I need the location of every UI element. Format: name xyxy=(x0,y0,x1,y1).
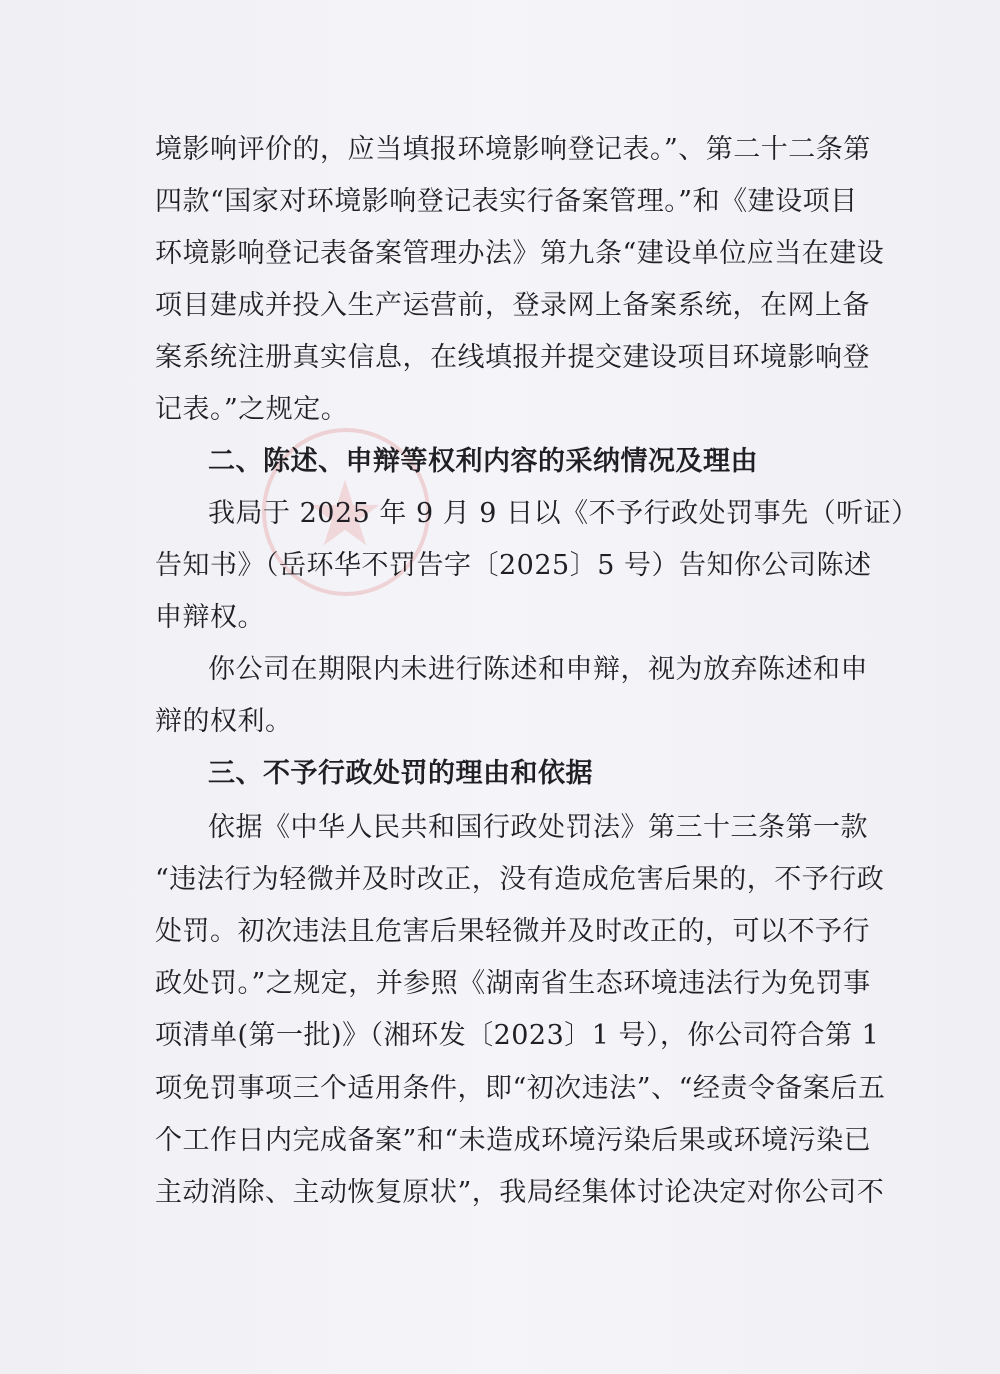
text-line: 四款“国家对环境影响登记表实行备案管理。”和《建设项目 xyxy=(155,186,858,217)
text-line: 个工作日内完成备案”和“未造成环境污染后果或环境污染已 xyxy=(155,1125,872,1156)
section-heading-2: 二、陈述、申辩等权利内容的采纳情况及理由 xyxy=(208,446,758,477)
text-line: 告知书》（岳环华不罚告字〔2025〕5 号）告知你公司陈述 xyxy=(155,550,872,581)
text-line: 政处罚。”之规定，并参照《湖南省生态环境违法行为免罚事 xyxy=(155,968,871,999)
text-line: 项目建成并投入生产运营前，登录网上备案系统，在网上备 xyxy=(155,290,870,321)
text-line: 你公司在期限内未进行陈述和申辩，视为放弃陈述和申 xyxy=(208,654,868,685)
text-line: 境影响评价的，应当填报环境影响登记表。”、第二十二条第 xyxy=(155,134,871,165)
text-line: 环境影响登记表备案管理办法》第九条“建设单位应当在建设 xyxy=(155,238,885,269)
text-line: “违法行为轻微并及时改正，没有造成危害后果的，不予行政 xyxy=(155,864,885,895)
text-line: 项免罚事项三个适用条件，即“初次违法”、“经责令备案后五 xyxy=(155,1073,886,1104)
text-line: 项清单(第一批)》（湘环发〔2023〕1 号），你公司符合第 1 xyxy=(155,1020,880,1051)
text-line: 辩的权利。 xyxy=(155,706,293,737)
section-heading-3: 三、不予行政处罚的理由和依据 xyxy=(208,758,593,789)
text-line: 依据《中华人民共和国行政处罚法》第三十三条第一款 xyxy=(208,812,868,843)
text-line: 处罚。初次违法且危害后果轻微并及时改正的，可以不予行 xyxy=(155,916,870,947)
text-line: 我局于 2025 年 9 月 9 日以《不予行政处罚事先（听证） xyxy=(208,498,919,529)
text-line: 申辩权。 xyxy=(155,602,265,633)
text-line: 案系统注册真实信息，在线填报并提交建设项目环境影响登 xyxy=(155,342,870,373)
text-line: 记表。”之规定。 xyxy=(155,394,349,425)
seal-star-icon: ★ xyxy=(304,462,386,567)
text-line: 主动消除、主动恢复原状”，我局经集体讨论决定对你公司不 xyxy=(155,1177,885,1208)
